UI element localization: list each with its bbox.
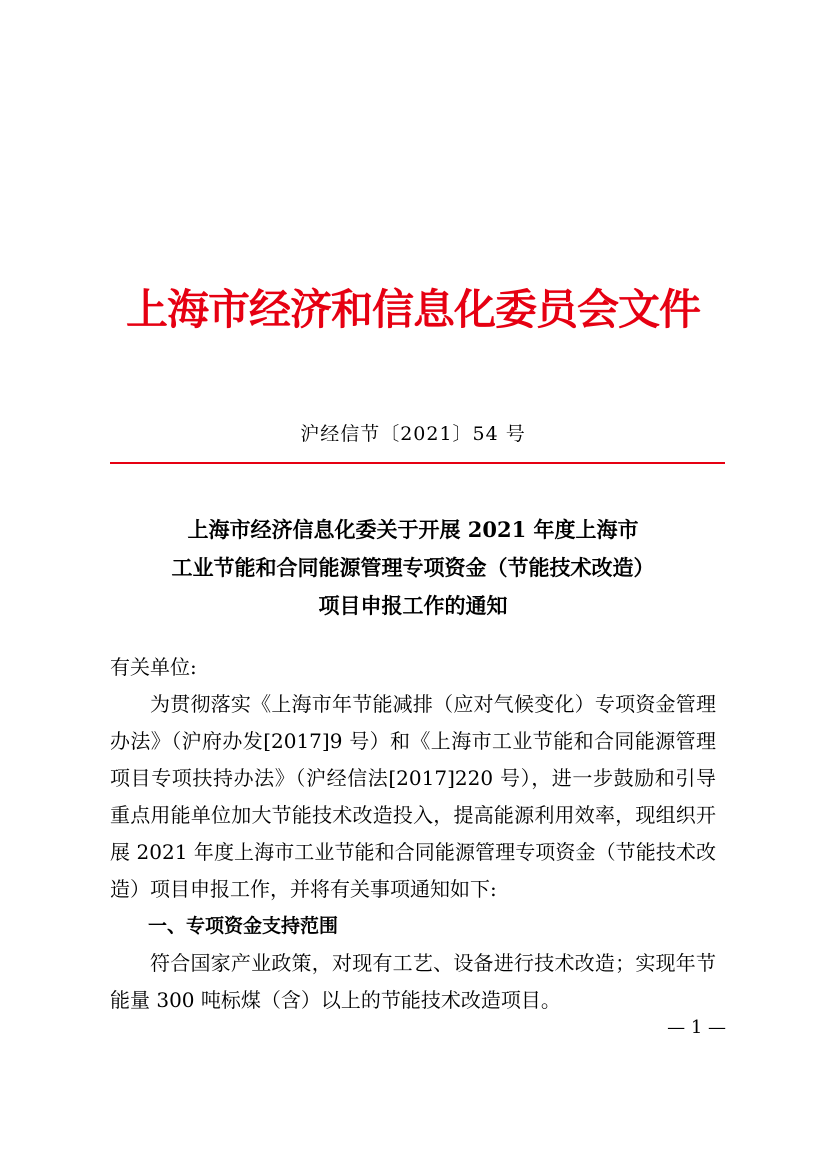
red-divider-line bbox=[110, 462, 725, 464]
notice-body bbox=[110, 649, 716, 1019]
intro-paragraph: 为贯彻落实《上海市年节能减排（应对气候变化）专项资金管理办法》（沪府办发[2017]9 号）和《上海市工业节能和合同能源管理项目专项扶持办法》（沪经信法[2017]220 号），进一步鼓励和引导重点用能单位加大节能技术改造投入，提高能源利用效率，现组织开展 2021 年度上海市工业节能和合同能源管理专项资金（节能技术改造）项目申报工作，并将有关事项通知如下: bbox=[110, 692, 716, 901]
document-number: 沪经信节〔2021〕54 号 bbox=[300, 423, 526, 445]
section-heading: 一、专项资金支持范围 bbox=[148, 915, 339, 937]
notice-title bbox=[110, 511, 716, 625]
section-paragraph: 符合国家产业政策，对现有工艺、设备进行技术改造；实现年节能量 300 吨标煤（含）以上的节能技术改造项目。 bbox=[110, 951, 716, 1012]
notice-title-line: 上海市经济信息化委关于开展 2021 年度上海市 bbox=[187, 517, 639, 542]
salutation: 有关单位: bbox=[110, 655, 197, 679]
page-number: — 1 — bbox=[667, 1017, 726, 1038]
notice-title-line: 项目申报工作的通知 bbox=[318, 593, 508, 618]
agency-title: 上海市经济和信息化委员会文件 bbox=[125, 285, 700, 334]
notice-title-line: 工业节能和合同能源管理专项资金（节能技术改造） bbox=[171, 555, 655, 580]
